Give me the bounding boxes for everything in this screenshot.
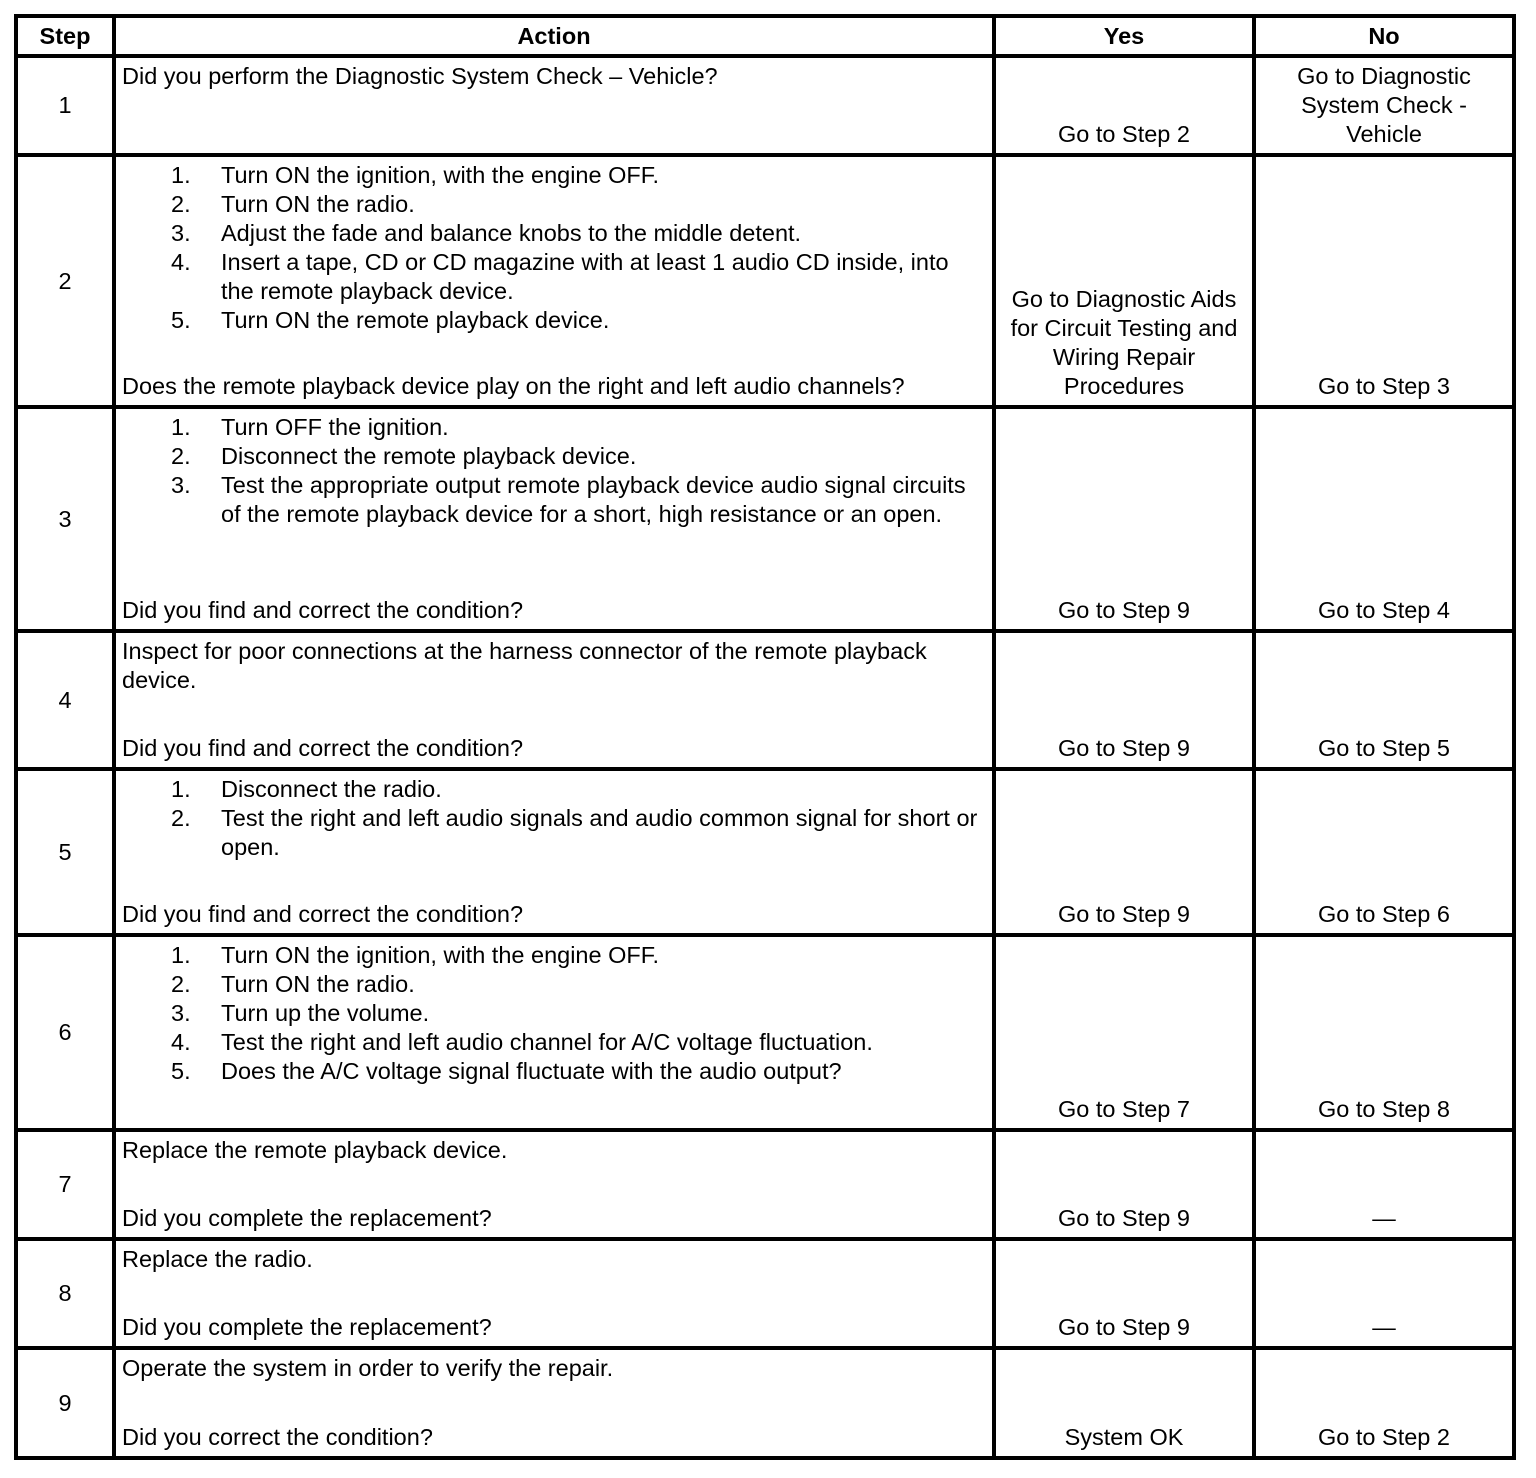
- substep-text: Turn ON the ignition, with the engine OFF.: [221, 162, 660, 188]
- substep-item: [122, 775, 986, 804]
- substep-number: 1.: [171, 162, 191, 188]
- step-number: 4: [16, 631, 114, 769]
- no-result: Go to Step 8: [1254, 935, 1514, 1130]
- yes-result: Go to Step 9: [994, 1130, 1254, 1239]
- header-row: [16, 16, 1514, 56]
- step-number: 1: [16, 56, 114, 155]
- substep-text: Disconnect the radio.: [221, 776, 442, 802]
- substep-text: Adjust the fade and balance knobs to the middle detent.: [221, 220, 802, 246]
- action-text: Replace the radio.: [122, 1246, 313, 1272]
- action-cell: [114, 769, 994, 935]
- action-cell: [114, 935, 994, 1130]
- substep-item: [122, 1057, 986, 1086]
- table-row: [16, 56, 1514, 155]
- substep-item: [122, 941, 986, 970]
- yes-result: Go to Step 7: [994, 935, 1254, 1130]
- substep-number: 4.: [171, 1029, 191, 1055]
- table-row: [16, 631, 1514, 769]
- substep-item: [122, 970, 986, 999]
- substep-item: [122, 190, 986, 219]
- action-cell: [114, 631, 994, 769]
- action-cell: [114, 1239, 994, 1348]
- substep-number: 2.: [171, 191, 191, 217]
- table-row: [16, 155, 1514, 407]
- substep-number: 4.: [171, 249, 191, 275]
- substep-item: [122, 219, 986, 248]
- yes-result: Go to Step 9: [994, 1239, 1254, 1348]
- step-number: 9: [16, 1348, 114, 1458]
- substep-number: 3.: [171, 1000, 191, 1026]
- substep-number: 1.: [171, 776, 191, 802]
- substep-text: Insert a tape, CD or CD magazine with at least 1 audio CD inside, into the remote playback device.: [221, 249, 949, 304]
- no-result: Go to Step 4: [1254, 407, 1514, 631]
- action-question: Did you find and correct the condition?: [122, 901, 524, 927]
- substep-text: Test the appropriate output remote playback device audio signal circuits of the remote playback device for a short, high resistance or an open.: [221, 472, 966, 527]
- step-number: 6: [16, 935, 114, 1130]
- substep-number: 2.: [171, 971, 191, 997]
- substep-number: 3.: [171, 220, 191, 246]
- no-result: Go to Diagnostic System Check - Vehicle: [1254, 56, 1514, 155]
- substep-item: [122, 442, 986, 471]
- step-number: 8: [16, 1239, 114, 1348]
- substep-item: [122, 161, 986, 190]
- substep-number: 5.: [171, 307, 191, 333]
- header-yes: Yes: [994, 16, 1254, 56]
- table-row: [16, 935, 1514, 1130]
- action-cell: [114, 155, 994, 407]
- substep-number: 3.: [171, 472, 191, 498]
- no-result: —: [1254, 1130, 1514, 1239]
- action-cell: [114, 1348, 994, 1458]
- substep-number: 2.: [171, 805, 191, 831]
- action-question: Does the remote playback device play on the right and left audio channels?: [122, 373, 905, 399]
- substep-number: 1.: [171, 942, 191, 968]
- substep-text: Turn ON the ignition, with the engine OFF.: [221, 942, 660, 968]
- no-result: Go to Step 5: [1254, 631, 1514, 769]
- substep-text: Turn ON the remote playback device.: [221, 307, 610, 333]
- table-row: [16, 769, 1514, 935]
- action-text: Replace the remote playback device.: [122, 1137, 508, 1163]
- substep-item: [122, 999, 986, 1028]
- header-action: Action: [114, 16, 994, 56]
- table-row: [16, 407, 1514, 631]
- action-question: Did you correct the condition?: [122, 1424, 433, 1450]
- substep-list: [122, 161, 986, 335]
- step-number: 7: [16, 1130, 114, 1239]
- yes-result: System OK: [994, 1348, 1254, 1458]
- action-cell: [114, 407, 994, 631]
- substep-item: [122, 306, 986, 335]
- yes-result: Go to Diagnostic Aids for Circuit Testing and Wiring Repair Procedures: [994, 155, 1254, 407]
- action-cell: [114, 56, 994, 155]
- yes-result: Go to Step 9: [994, 769, 1254, 935]
- substep-list: [122, 941, 986, 1086]
- table-row: [16, 1239, 1514, 1348]
- substep-list: [122, 775, 986, 862]
- action-text: Did you perform the Diagnostic System Check – Vehicle?: [122, 63, 718, 89]
- table-row: [16, 1348, 1514, 1458]
- yes-result: Go to Step 2: [994, 56, 1254, 155]
- action-question: Did you complete the replacement?: [122, 1205, 492, 1231]
- substep-text: Test the right and left audio channel for A/C voltage fluctuation.: [221, 1029, 873, 1055]
- action-cell: [114, 1130, 994, 1239]
- action-text: Operate the system in order to verify the repair.: [122, 1355, 614, 1381]
- header-no: No: [1254, 16, 1514, 56]
- substep-text: Turn ON the radio.: [221, 191, 415, 217]
- substep-number: 2.: [171, 443, 191, 469]
- substep-text: Turn ON the radio.: [221, 971, 415, 997]
- no-result: —: [1254, 1239, 1514, 1348]
- action-question: Did you find and correct the condition?: [122, 597, 524, 623]
- no-result: Go to Step 3: [1254, 155, 1514, 407]
- yes-result: Go to Step 9: [994, 631, 1254, 769]
- header-step: Step: [16, 16, 114, 56]
- substep-text: Test the right and left audio signals and audio common signal for short or open.: [221, 805, 978, 860]
- action-question: Did you complete the replacement?: [122, 1314, 492, 1340]
- substep-text: Turn up the volume.: [221, 1000, 430, 1026]
- substep-number: 5.: [171, 1058, 191, 1084]
- substep-list: [122, 413, 986, 529]
- table-row: [16, 1130, 1514, 1239]
- diagnostic-table: [14, 14, 1516, 1460]
- substep-number: 1.: [171, 414, 191, 440]
- substep-text: Does the A/C voltage signal fluctuate with the audio output?: [221, 1058, 842, 1084]
- substep-text: Disconnect the remote playback device.: [221, 443, 637, 469]
- action-question: Did you find and correct the condition?: [122, 735, 524, 761]
- step-number: 3: [16, 407, 114, 631]
- step-number: 2: [16, 155, 114, 407]
- no-result: Go to Step 6: [1254, 769, 1514, 935]
- step-number: 5: [16, 769, 114, 935]
- yes-result: Go to Step 9: [994, 407, 1254, 631]
- substep-item: [122, 413, 986, 442]
- substep-item: [122, 1028, 986, 1057]
- substep-item: [122, 804, 986, 862]
- no-result: Go to Step 2: [1254, 1348, 1514, 1458]
- action-text: Inspect for poor connections at the harness connector of the remote playback device.: [122, 638, 927, 693]
- substep-item: [122, 248, 986, 306]
- substep-item: [122, 471, 986, 529]
- substep-text: Turn OFF the ignition.: [221, 414, 449, 440]
